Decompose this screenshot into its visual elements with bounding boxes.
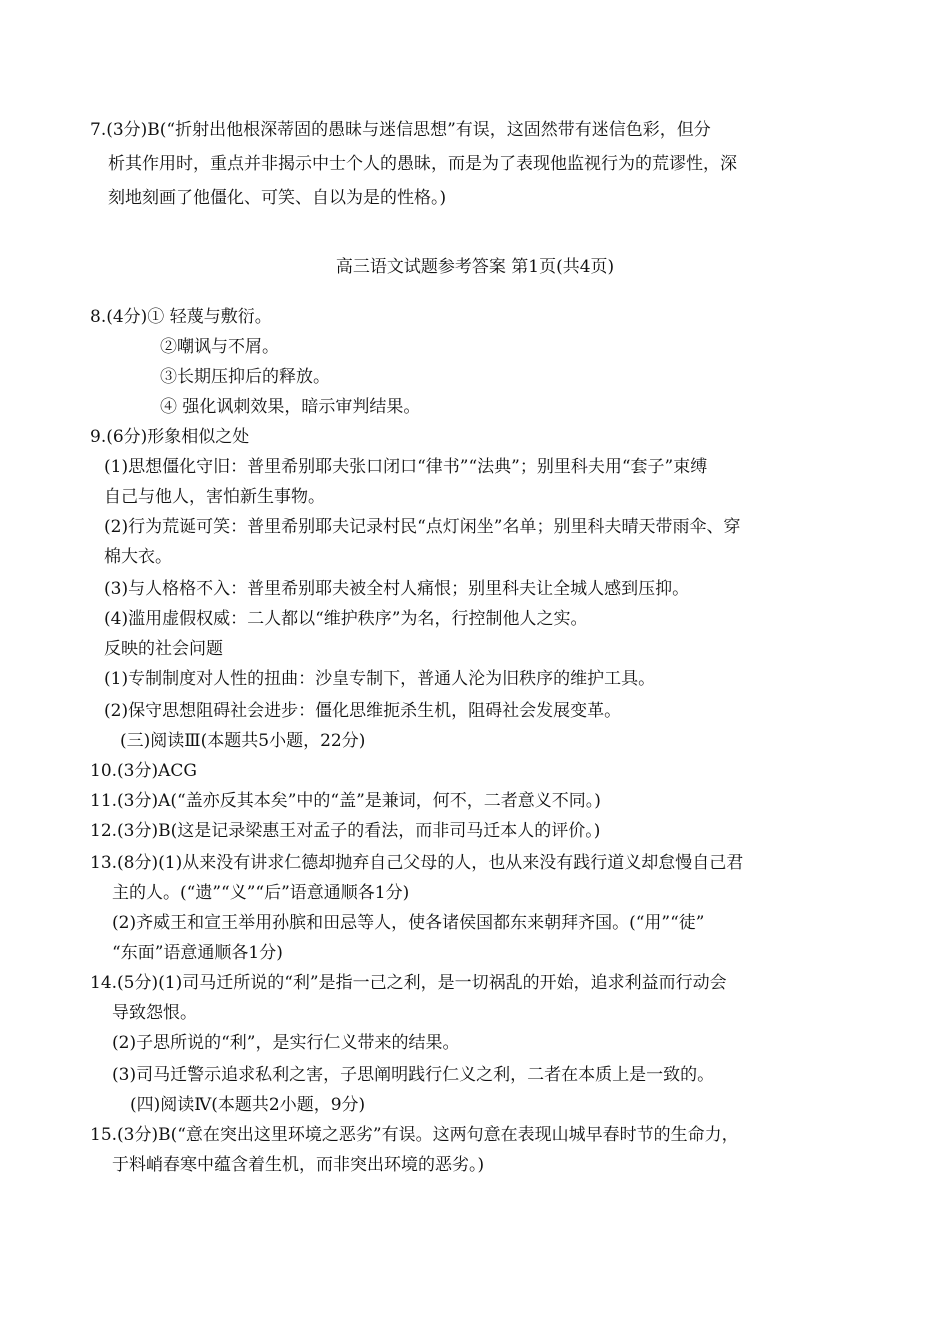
q7-line-2: 析其作用时，重点并非揭示中士个人的愚昧，而是为了表现他监视行为的荒谬性，深 [108, 154, 737, 174]
q9-line-9: (1)专制制度对人性的扭曲：沙皇专制下，普通人沦为旧秩序的维护工具。 [104, 669, 656, 689]
q12-line-1: 12.(3分)B(这是记录梁惠王对孟子的看法，而非司马迁本人的评价。) [90, 821, 601, 841]
q7-line-1: 7.(3分)B(“折射出他根深蒂固的愚昧与迷信思想”有误，这固然带有迷信色彩，但分 [90, 120, 711, 140]
q8-line-3: ③长期压抑后的释放。 [160, 367, 330, 387]
q15-line-1: 15.(3分)B(“意在突出这里环境之恶劣”有误。这两句意在表现山城早春时节的生命力， [90, 1125, 739, 1145]
q8-line-1: 8.(4分)① 轻蔑与敷衍。 [90, 307, 272, 327]
q9-line-8: 反映的社会问题 [104, 639, 223, 659]
q14-line-4: (3)司马迁警示追求私利之害，子思阐明践行仁义之利，二者在本质上是一致的。 [112, 1065, 715, 1085]
q14-line-3: (2)子思所说的“利”，是实行仁义带来的结果。 [112, 1033, 460, 1053]
q9-line-4: (2)行为荒诞可笑：普里希别耶夫记录村民“点灯闲坐”名单；别里科夫晴天带雨伞、穿 [104, 517, 741, 537]
q7-line-3: 刻地刻画了他僵化、可笑、自以为是的性格。) [108, 188, 447, 208]
q9-line-5: 棉大衣。 [104, 547, 172, 567]
q14-line-2: 导致怨恨。 [112, 1003, 197, 1023]
q9-line-7: (4)滥用虚假权威：二人都以“维护秩序”为名，行控制他人之实。 [104, 609, 588, 629]
q9-line-2: (1)思想僵化守旧：普里希别耶夫张口闭口“律书”“法典”；别里科夫用“套子”束缚 [104, 457, 708, 477]
q14-line-1: 14.(5分)(1)司马迁所说的“利”是指一己之利，是一切祸乱的开始，追求利益而行动会 [90, 973, 727, 993]
q11-line-1: 11.(3分)A(“盖亦反其本矣”中的“盖”是兼词，何不，二者意义不同。) [90, 791, 601, 811]
q15-line-2: 于料峭春寒中蕴含着生机，而非突出环境的恶劣。) [112, 1155, 485, 1175]
section-3-heading: (三)阅读Ⅲ(本题共5小题，22分) [120, 731, 366, 751]
q13-line-1: 13.(8分)(1)从来没有讲求仁德却抛弃自己父母的人，也从来没有践行道义却怠慢自己君 [90, 853, 744, 873]
q9-line-1: 9.(6分)形象相似之处 [90, 427, 250, 447]
section-4-heading: (四)阅读Ⅳ(本题共2小题，9分) [130, 1095, 366, 1115]
page-footer: 高三语文试题参考答案 第1页(共4页) [335, 257, 615, 277]
q8-line-4: ④ 强化讽刺效果，暗示审判结果。 [160, 397, 421, 417]
q8-line-2: ②嘲讽与不屑。 [160, 337, 279, 357]
q9-line-10: (2)保守思想阻碍社会进步：僵化思维扼杀生机，阻碍社会发展变革。 [104, 701, 622, 721]
q13-line-2: 主的人。(“遗”“义”“后”语意通顺各1分) [112, 883, 410, 903]
q13-line-4: “东面”语意通顺各1分) [112, 943, 283, 963]
q10-line-1: 10.(3分)ACG [90, 761, 197, 781]
q13-line-3: (2)齐威王和宣王举用孙膑和田忌等人，使各诸侯国都东来朝拜齐国。(“用”“徒” [112, 913, 705, 933]
q9-line-6: (3)与人格格不入：普里希别耶夫被全村人痛恨；别里科夫让全城人感到压抑。 [104, 579, 690, 599]
q9-line-3: 自己与他人，害怕新生事物。 [104, 487, 325, 507]
